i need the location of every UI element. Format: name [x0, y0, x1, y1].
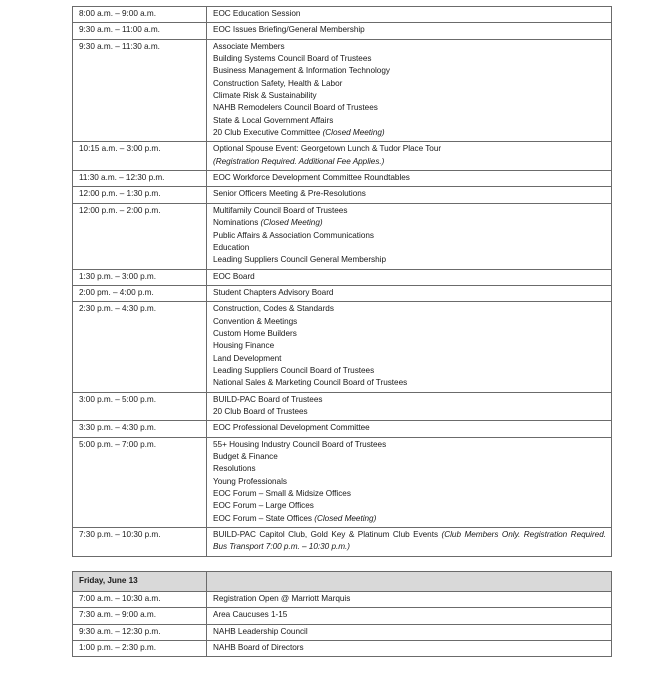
event-line-text: National Sales & Marketing Council Board of Trustees: [213, 378, 408, 388]
table-row: [73, 608, 612, 624]
event-line-text: Resolutions: [213, 464, 256, 474]
event-time: 2:00 pm. – 4:00 p.m.: [73, 285, 207, 301]
day-header-spacer: [207, 571, 612, 591]
event-line: [213, 328, 606, 340]
event-description: [207, 285, 612, 301]
event-line-text: Associate Members: [213, 41, 285, 51]
event-line: [213, 287, 606, 299]
event-line-text: 20 Club Executive Committee: [213, 128, 323, 138]
event-description: [207, 142, 612, 171]
table-row: [73, 142, 612, 171]
event-line-text: State & Local Government Affairs: [213, 115, 334, 125]
event-line-text: 20 Club Board of Trustees: [213, 406, 308, 416]
event-line-note: (Closed Meeting): [314, 513, 377, 523]
day-header-label: Friday, June 13: [73, 571, 207, 591]
event-description: [207, 592, 612, 608]
event-description: [207, 392, 612, 421]
event-line-text: Registration Open @ Marriott Marquis: [213, 594, 351, 604]
table-row: [73, 528, 612, 557]
event-line-text: Construction, Codes & Standards: [213, 304, 334, 314]
event-description: [207, 302, 612, 392]
event-line: [213, 242, 606, 254]
event-time: 7:30 a.m. – 9:00 a.m.: [73, 608, 207, 624]
event-line-text: Education: [213, 242, 250, 252]
event-line: [213, 439, 606, 451]
event-line: [213, 127, 606, 139]
table-row: [73, 421, 612, 437]
event-line-text: EOC Forum – State Offices: [213, 513, 315, 523]
table-row: [73, 269, 612, 285]
event-line-text: EOC Forum – Large Offices: [213, 501, 314, 511]
event-line-text: Leading Suppliers Council General Membership: [213, 255, 386, 265]
table-row: [73, 171, 612, 187]
event-description: [207, 421, 612, 437]
event-time: 5:00 p.m. – 7:00 p.m.: [73, 437, 207, 527]
event-description: [207, 23, 612, 39]
event-line: [213, 303, 606, 315]
table-row: [73, 624, 612, 640]
event-line-text: Housing Finance: [213, 341, 275, 351]
event-line-text: Young Professionals: [213, 476, 287, 486]
event-line-text: BUILD-PAC Capitol Club, Gold Key & Platinum Club Events: [213, 530, 442, 540]
event-line: [213, 205, 606, 217]
event-line-text: Student Chapters Advisory Board: [213, 287, 334, 297]
event-line: [213, 217, 606, 229]
event-time: 12:00 p.m. – 1:30 p.m.: [73, 187, 207, 203]
event-line-note: (Closed Meeting): [322, 128, 385, 138]
schedule-table: [72, 6, 612, 557]
event-line: [213, 41, 606, 53]
event-line-note: (Club Members Only. Registration Required. Bus Transport 7:00 p.m. – 10:30 p.m.): [213, 530, 606, 552]
event-line-text: EOC Professional Development Committee: [213, 423, 370, 433]
event-time: 9:30 a.m. – 11:00 a.m.: [73, 23, 207, 39]
event-description: [207, 608, 612, 624]
event-time: 7:30 p.m. – 10:30 p.m.: [73, 528, 207, 557]
event-line: [213, 365, 606, 377]
event-time: 1:00 p.m. – 2:30 p.m.: [73, 641, 207, 657]
event-line: [213, 593, 606, 605]
table-row: [73, 187, 612, 203]
event-line-text: Public Affairs & Association Communications: [213, 230, 374, 240]
event-time: 11:30 a.m. – 12:30 p.m.: [73, 171, 207, 187]
event-line-text: 55+ Housing Industry Council Board of Trustees: [213, 439, 387, 449]
table-row: [73, 592, 612, 608]
event-line-text: Land Development: [213, 353, 282, 363]
event-time: 9:30 a.m. – 12:30 p.m.: [73, 624, 207, 640]
event-description: [207, 187, 612, 203]
event-description: [207, 171, 612, 187]
table-row: [73, 203, 612, 269]
event-line-text: Leading Suppliers Council Board of Trustees: [213, 365, 375, 375]
table-row: [73, 437, 612, 527]
event-line-text: Senior Officers Meeting & Pre-Resolutions: [213, 189, 366, 199]
table-row: [73, 39, 612, 142]
event-line-text: Nominations: [213, 218, 261, 228]
event-line: [213, 353, 606, 365]
event-line: [213, 642, 606, 654]
event-line: [213, 626, 606, 638]
event-line-text: Multifamily Council Board of Trustees: [213, 205, 348, 215]
event-line: [213, 316, 606, 328]
event-line: [213, 394, 606, 406]
event-time: 12:00 p.m. – 2:00 p.m.: [73, 203, 207, 269]
event-line: [213, 254, 606, 266]
event-line: [213, 513, 606, 525]
event-line-text: EOC Board: [213, 271, 255, 281]
event-description: [207, 624, 612, 640]
table-row: [73, 7, 612, 23]
event-line: [213, 529, 606, 554]
event-time: 10:15 a.m. – 3:00 p.m.: [73, 142, 207, 171]
event-line: [213, 500, 606, 512]
event-time: 3:30 p.m. – 4:30 p.m.: [73, 421, 207, 437]
event-line: [213, 143, 606, 155]
event-line: [213, 188, 606, 200]
event-description: [207, 528, 612, 557]
event-time: 2:30 p.m. – 4:30 p.m.: [73, 302, 207, 392]
day-header-row: [73, 571, 612, 591]
table-row: [73, 302, 612, 392]
event-line: [213, 90, 606, 102]
event-line: [213, 271, 606, 283]
event-line: [213, 609, 606, 621]
event-line-note: (Registration Required. Additional Fee Applies.): [213, 156, 385, 166]
event-time: 1:30 p.m. – 3:00 p.m.: [73, 269, 207, 285]
event-time: 7:00 a.m. – 10:30 a.m.: [73, 592, 207, 608]
event-line: [213, 377, 606, 389]
event-line-text: NAHB Leadership Council: [213, 626, 308, 636]
event-line: [213, 422, 606, 434]
event-line-text: EOC Issues Briefing/General Membership: [213, 25, 365, 35]
event-line-text: Budget & Finance: [213, 452, 278, 461]
event-line-text: Convention & Meetings: [213, 316, 298, 326]
table-row: [73, 392, 612, 421]
event-line-text: BUILD-PAC Board of Trustees: [213, 394, 323, 404]
event-description: [207, 39, 612, 142]
event-line-text: Business Management & Information Technology: [213, 66, 390, 76]
table-row: [73, 641, 612, 657]
schedule-table: [72, 571, 612, 658]
event-line-text: Climate Risk & Sustainability: [213, 91, 317, 101]
event-line: [213, 340, 606, 352]
event-line: [213, 488, 606, 500]
event-line-note: (Closed Meeting): [260, 218, 323, 228]
event-line-text: Optional Spouse Event: Georgetown Lunch & Tudor Place Tour: [213, 144, 442, 154]
event-description: [207, 7, 612, 23]
event-line: [213, 476, 606, 488]
event-line: [213, 102, 606, 114]
event-description: [207, 641, 612, 657]
event-line: [213, 230, 606, 242]
event-time: 8:00 a.m. – 9:00 a.m.: [73, 7, 207, 23]
event-line: [213, 451, 606, 463]
event-line-text: NAHB Board of Directors: [213, 643, 304, 653]
event-description: [207, 203, 612, 269]
event-line: [213, 156, 606, 168]
event-line: [213, 172, 606, 184]
event-line-text: EOC Workforce Development Committee Roundtables: [213, 173, 410, 183]
event-line: [213, 115, 606, 127]
event-line-text: Construction Safety, Health & Labor: [213, 78, 343, 88]
table-row: [73, 285, 612, 301]
table-row: [73, 23, 612, 39]
event-line-text: Custom Home Builders: [213, 328, 297, 338]
event-line: [213, 463, 606, 475]
event-time: 9:30 a.m. – 11:30 a.m.: [73, 39, 207, 142]
event-line-text: NAHB Remodelers Council Board of Trustees: [213, 103, 378, 113]
event-line-text: Building Systems Council Board of Trustees: [213, 54, 372, 64]
event-line-text: EOC Education Session: [213, 9, 301, 18]
schedule-tables-container: [72, 6, 611, 657]
event-description: [207, 437, 612, 527]
event-line: [213, 65, 606, 77]
event-line-text: Area Caucuses 1-15: [213, 610, 288, 620]
event-time: 3:00 p.m. – 5:00 p.m.: [73, 392, 207, 421]
event-line: [213, 8, 606, 20]
event-line: [213, 406, 606, 418]
event-line: [213, 24, 606, 36]
event-line-text: EOC Forum – Small & Midsize Offices: [213, 489, 351, 499]
event-description: [207, 269, 612, 285]
event-line: [213, 53, 606, 65]
event-line: [213, 78, 606, 90]
